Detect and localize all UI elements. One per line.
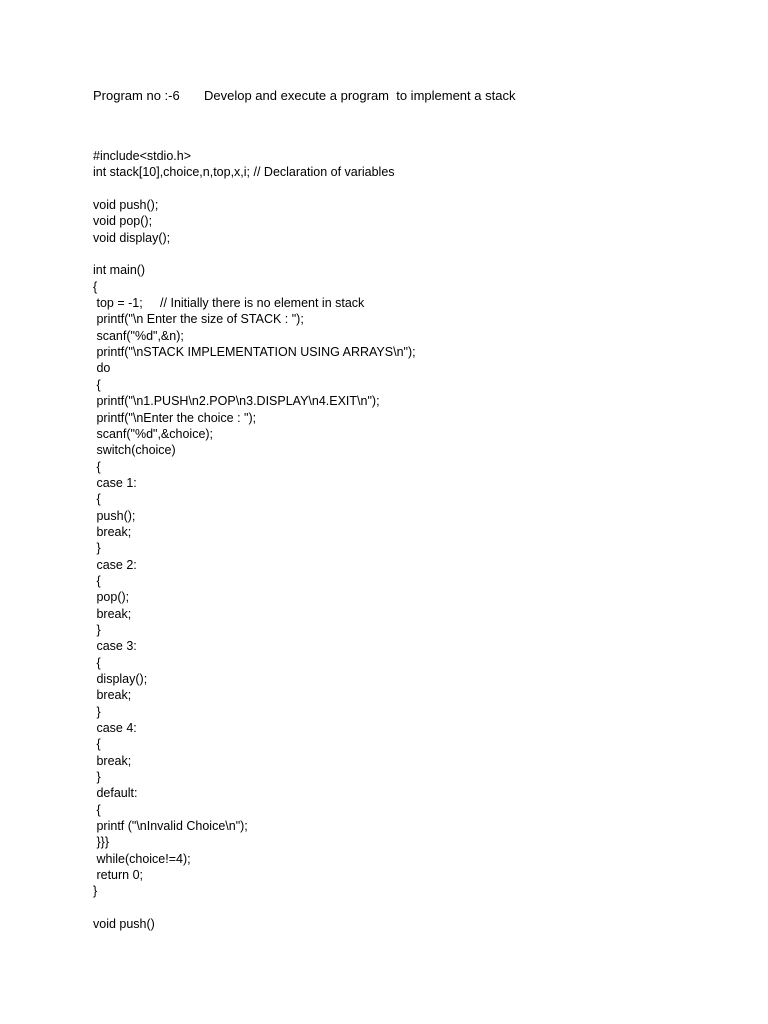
code-listing — [93, 148, 416, 933]
code-line: } — [93, 541, 101, 556]
code-line: case 3: — [93, 639, 137, 654]
code-line: break; — [93, 688, 132, 703]
code-line: while(choice!=4); — [93, 851, 191, 866]
code-line: switch(choice) — [93, 443, 176, 458]
code-line: { — [93, 802, 101, 817]
code-line: { — [93, 655, 101, 670]
code-line: int main() — [93, 263, 146, 278]
code-line: { — [93, 573, 101, 588]
code-line: } — [93, 622, 101, 637]
code-line: default: — [93, 786, 138, 801]
code-line: do — [93, 361, 111, 376]
program-title: Develop and execute a program to implement a stack — [204, 88, 516, 103]
code-line: { — [93, 377, 101, 392]
code-line: void display(); — [93, 230, 171, 245]
code-line: { — [93, 279, 98, 294]
code-line: { — [93, 737, 101, 752]
code-line — [93, 900, 416, 916]
code-line: pop(); — [93, 590, 130, 605]
code-line: case 1: — [93, 475, 137, 490]
code-line: top = -1; // Initially there is no element in stack — [93, 296, 365, 311]
code-line: printf("\nEnter the choice : "); — [93, 410, 257, 425]
code-line — [93, 246, 416, 262]
code-line: printf("\nSTACK IMPLEMENTATION USING ARRAYS\n"); — [93, 345, 416, 360]
program-number: Program no :-6 — [93, 88, 180, 103]
code-line: printf("\n1.PUSH\n2.POP\n3.DISPLAY\n4.EXIT\n"); — [93, 394, 380, 409]
code-line: { — [93, 492, 101, 507]
code-line — [93, 181, 416, 197]
code-line: int stack[10],choice,n,top,x,i; // Declaration of variables — [93, 165, 395, 180]
code-line: display(); — [93, 672, 148, 686]
code-line: }}} — [93, 835, 109, 850]
code-line: printf ("\nInvalid Choice\n"); — [93, 819, 248, 834]
code-line: } — [93, 770, 101, 785]
code-line: case 2: — [93, 557, 137, 572]
code-line: return 0; — [93, 868, 144, 883]
code-line: case 4: — [93, 721, 137, 736]
code-line: void push(); — [93, 198, 159, 213]
program-heading — [93, 86, 515, 106]
code-line: break; — [93, 753, 132, 768]
code-line: } — [93, 884, 98, 899]
code-line: break; — [93, 606, 132, 621]
code-line: void pop(); — [93, 214, 153, 229]
code-line: scanf("%d",&choice); — [93, 426, 214, 441]
code-line: { — [93, 459, 101, 474]
code-line: #include<stdio.h> — [93, 149, 191, 163]
code-line: void push() — [93, 917, 155, 932]
code-line: scanf("%d",&n); — [93, 328, 184, 343]
code-line: break; — [93, 524, 132, 539]
code-line: printf("\n Enter the size of STACK : "); — [93, 312, 304, 327]
code-line: } — [93, 704, 101, 719]
code-line: push(); — [93, 508, 136, 523]
